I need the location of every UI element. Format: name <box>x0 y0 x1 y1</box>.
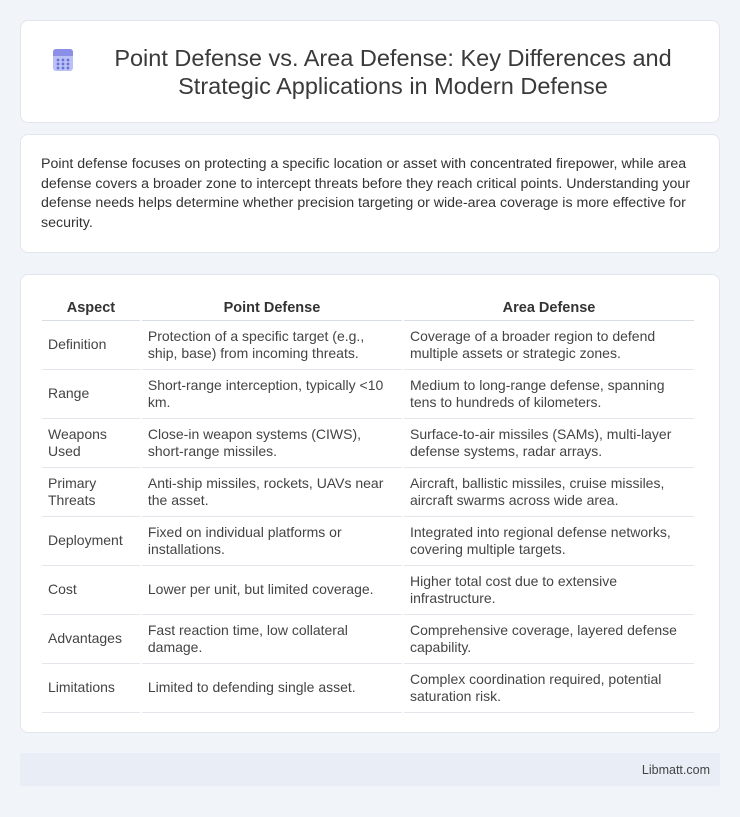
table-row <box>42 615 694 664</box>
footer <box>20 753 720 786</box>
row-area-defense: Aircraft, ballistic missiles, cruise missiles, aircraft swarms across wide area. <box>404 468 694 517</box>
row-area-defense: Coverage of a broader region to defend multiple assets or strategic zones. <box>404 321 694 370</box>
row-point-defense: Anti-ship missiles, rockets, UAVs near the asset. <box>142 468 402 517</box>
row-aspect: Limitations <box>42 664 140 713</box>
row-point-defense: Close-in weapon systems (CIWS), short-range missiles. <box>142 419 402 468</box>
table-row <box>42 468 694 517</box>
row-aspect: Primary Threats <box>42 468 140 517</box>
row-point-defense: Fast reaction time, low collateral damage. <box>142 615 402 664</box>
table-header-row <box>42 295 694 321</box>
intro-paragraph: Point defense focuses on protecting a specific location or asset with concentrated firepower, while area defense covers a broader zone to intercept threats before they reach critical points. Understanding your defense needs helps determine whether precision targeting or wide-area coverage is more effective for security. <box>41 156 691 231</box>
table-row <box>42 321 694 370</box>
row-area-defense: Medium to long-range defense, spanning tens to hundreds of kilometers. <box>404 370 694 419</box>
comparison-table <box>40 295 696 713</box>
row-area-defense: Comprehensive coverage, layered defense capability. <box>404 615 694 664</box>
intro-card <box>20 134 720 253</box>
table-row <box>42 664 694 713</box>
row-area-defense: Surface-to-air missiles (SAMs), multi-layer defense systems, radar arrays. <box>404 419 694 468</box>
header-area-defense: Area Defense <box>404 295 694 321</box>
row-area-defense: Higher total cost due to extensive infrastructure. <box>404 566 694 615</box>
table-row <box>42 517 694 566</box>
comparison-table-card <box>20 274 720 733</box>
table-row <box>42 370 694 419</box>
row-point-defense: Lower per unit, but limited coverage. <box>142 566 402 615</box>
header-aspect: Aspect <box>42 295 140 321</box>
calculator-icon <box>51 48 75 72</box>
footer-brand-link[interactable]: Libmatt.com <box>641 762 710 777</box>
table-row <box>42 566 694 615</box>
row-area-defense: Complex coordination required, potential saturation risk. <box>404 664 694 713</box>
title-wrap <box>21 44 719 100</box>
row-aspect: Advantages <box>42 615 140 664</box>
row-point-defense: Short-range interception, typically <10 km. <box>142 370 402 419</box>
row-aspect: Cost <box>42 566 140 615</box>
row-aspect: Range <box>42 370 140 419</box>
page-title: Point Defense vs. Area Defense: Key Differences and Strategic Applications in Modern Defense <box>114 44 672 99</box>
row-area-defense: Integrated into regional defense networks, covering multiple targets. <box>404 517 694 566</box>
title-card <box>20 20 720 123</box>
row-point-defense: Fixed on individual platforms or installations. <box>142 517 402 566</box>
table-row <box>42 419 694 468</box>
row-aspect: Deployment <box>42 517 140 566</box>
row-aspect: Weapons Used <box>42 419 140 468</box>
row-point-defense: Protection of a specific target (e.g., ship, base) from incoming threats. <box>142 321 402 370</box>
row-aspect: Definition <box>42 321 140 370</box>
header-point-defense: Point Defense <box>142 295 402 321</box>
row-point-defense: Limited to defending single asset. <box>142 664 402 713</box>
